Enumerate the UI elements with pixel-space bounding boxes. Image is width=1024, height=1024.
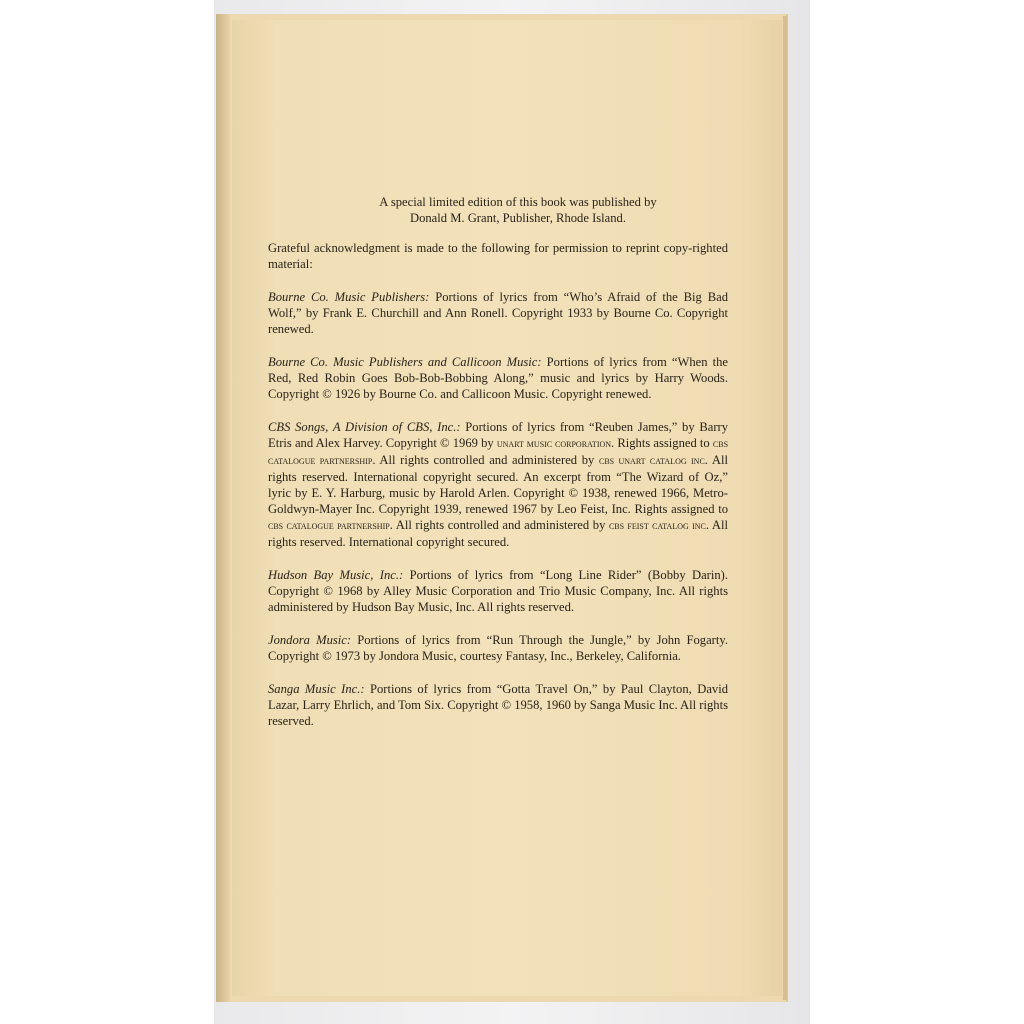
- copyright-text-block: [268, 194, 728, 746]
- credit-text: . All rights controlled and administered by: [389, 518, 609, 532]
- book-spine: [216, 14, 230, 1002]
- credit-holder: Bourne Co. Music Publishers:: [268, 290, 430, 304]
- credit-holder: CBS Songs, A Division of CBS, Inc.:: [268, 420, 461, 434]
- credit-holder: Jondora Music:: [268, 633, 352, 647]
- edition-line-1: A special limited edition of this book was published by: [379, 195, 657, 209]
- credit-small-caps: cbs feist catalog inc: [608, 520, 706, 532]
- credit-hudson-bay: [268, 567, 728, 615]
- credit-sanga: [268, 681, 728, 729]
- credit-holder: Sanga Music Inc.:: [268, 682, 365, 696]
- credit-text: Portions of lyrics from “Who’s Afraid of the Big Bad Wolf,” by Frank E. Churchill and Ann Ronell. Copyright 1933 by Bourne Co. Copyright renewed.: [268, 290, 728, 336]
- credit-text: . All rights controlled and administered by: [372, 453, 599, 467]
- credit-text: . Rights assigned to: [611, 436, 713, 450]
- credit-text: Portions of lyrics from “When the Red, Red Robin Goes Bob-Bob-Bobbing Along,” music and lyrics by Harry Woods. Copyright © 1926 by Bourne Co. and Callicoon Music. Copyright renewed.: [268, 355, 728, 401]
- credit-text: Portions of lyrics from “Long Line Rider” (Bobby Darin). Copyright © 1968 by Alley Music Corporation and Trio Music Company, Inc. All rights administered by Hudson Bay Music, Inc. All rights reserved.: [268, 568, 728, 614]
- credit-bourne: [268, 289, 728, 337]
- page-edge: [783, 16, 787, 1000]
- credit-bourne-callicoon: [268, 354, 728, 402]
- credit-text: . All rights reserved. International copyright secured. An excerpt from “The Wizard of Oz,” lyric by E. Y. Harburg, music by Harold Arlen. Copyright © 1938, renewed 1966, Metro-Goldwyn-Mayer Inc. Copyright 1939, renewed 1967 by Leo Feist, Inc. Rights assigned to: [268, 453, 728, 516]
- credit-text: . All rights reserved. International copyright secured.: [268, 518, 728, 549]
- credit-holder: Bourne Co. Music Publishers and Callicoon Music:: [268, 355, 542, 369]
- credit-small-caps: cbs unart catalog inc: [598, 455, 705, 467]
- acknowledgment-intro: Grateful acknowledgment is made to the following for permission to reprint copy-righted material:: [268, 241, 728, 271]
- credit-text: Portions of lyrics from “Run Through the Jungle,” by John Fogarty. Copyright © 1973 by Jondora Music, courtesy Fantasy, Inc., Berkeley, California.: [268, 633, 728, 663]
- credit-text: Portions of lyrics from “Reuben James,” by Barry Etris and Alex Harvey. Copyright © 1969 by: [268, 420, 729, 450]
- credit-small-caps: cbs catalogue partnership: [268, 438, 729, 467]
- edition-line-2: Donald M. Grant, Publisher, Rhode Island.: [409, 211, 626, 225]
- credit-text: Portions of lyrics from “Gotta Travel On,” by Paul Clayton, David Lazar, Larry Ehrlich, and Tom Six. Copyright © 1958, 1960 by Sanga Music Inc. All rights reserved.: [268, 682, 728, 728]
- credit-cbs-songs: [268, 419, 728, 550]
- credit-small-caps: unart music corporation: [496, 438, 612, 450]
- credit-small-caps: cbs catalogue partnership: [268, 520, 390, 532]
- credit-holder: Hudson Bay Music, Inc.:: [268, 568, 404, 582]
- limited-edition-note: [268, 194, 728, 226]
- credit-jondora: [268, 632, 728, 664]
